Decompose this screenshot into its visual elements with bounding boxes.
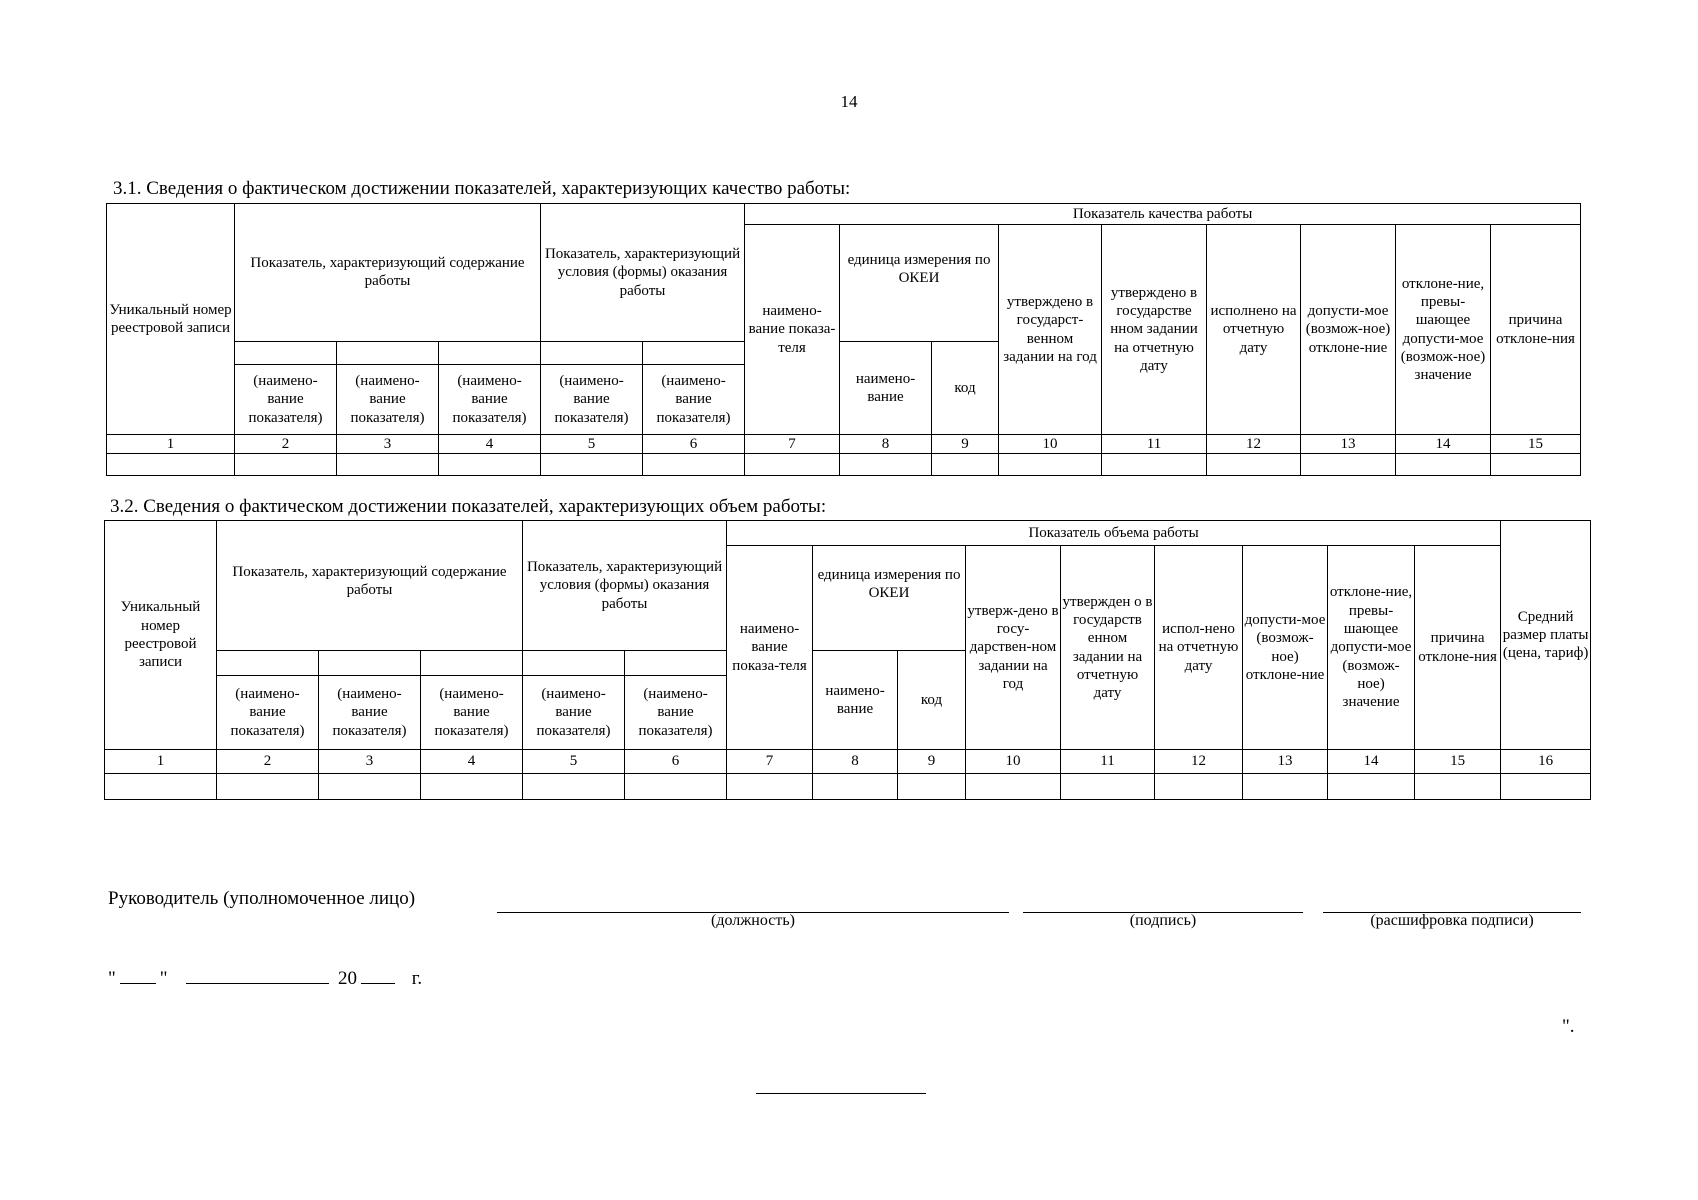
- header-approved-date: утверждено в государстве нном задании на отчетную дату: [1102, 225, 1207, 435]
- header-conditions-indicator: Показатель, характеризующий условия (формы) оказания работы: [523, 521, 727, 651]
- header-volume-group: Показатель объема работы: [727, 521, 1501, 546]
- date-day-blank[interactable]: [120, 965, 156, 984]
- footer-separator: [756, 1093, 926, 1094]
- column-number: 1: [105, 750, 217, 774]
- subheader-indicator-name: (наимено-вание показателя): [319, 676, 421, 750]
- header-executed: испол-нено на отчетную дату: [1155, 546, 1243, 750]
- column-number: 12: [1155, 750, 1243, 774]
- column-numbers-row: [105, 750, 1591, 774]
- quality-indicators-table: [106, 203, 1581, 476]
- subheader-indicator-name: (наимено-вание показателя): [625, 676, 727, 750]
- column-number: 14: [1396, 435, 1491, 454]
- subheader-indicator-name: (наимено-вание показателя): [643, 365, 745, 435]
- position-caption: (должность): [711, 912, 795, 929]
- data-cell[interactable]: [337, 454, 439, 476]
- subheader-indicator-name: (наимено-вание показателя): [217, 676, 319, 750]
- data-cell[interactable]: [439, 454, 541, 476]
- column-number: 6: [625, 750, 727, 774]
- column-number: 3: [319, 750, 421, 774]
- data-cell[interactable]: [625, 774, 727, 800]
- data-cell[interactable]: [1501, 774, 1591, 800]
- date-year-prefix: 20: [338, 968, 358, 989]
- volume-indicators-table: [104, 520, 1591, 800]
- header-average-fee: Средний размер платы (цена, тариф): [1501, 521, 1591, 750]
- column-number: 8: [813, 750, 898, 774]
- column-number: 9: [898, 750, 966, 774]
- date-quote-close: ": [159, 968, 168, 989]
- data-cell[interactable]: [235, 454, 337, 476]
- column-number: 5: [541, 435, 643, 454]
- column-number: 7: [727, 750, 813, 774]
- data-cell[interactable]: [1061, 774, 1155, 800]
- column-number: 6: [643, 435, 745, 454]
- subheader-blank: [523, 651, 625, 676]
- header-indicator-name: наимено-вание показа-теля: [727, 546, 813, 750]
- column-number: 8: [840, 435, 932, 454]
- header-unique-record: Уникальный номер реестровой записи: [107, 204, 235, 435]
- data-cell[interactable]: [421, 774, 523, 800]
- head-signature-label: Руководитель (уполномоченное лицо): [108, 888, 416, 909]
- column-number: 13: [1301, 435, 1396, 454]
- subheader-indicator-name: (наимено-вание показателя): [523, 676, 625, 750]
- data-cell[interactable]: [966, 774, 1061, 800]
- header-indicator-name: наимено-вание показа-теля: [745, 225, 840, 435]
- subheader-indicator-name: (наимено-вание показателя): [541, 365, 643, 435]
- column-number: 16: [1501, 750, 1591, 774]
- data-cell[interactable]: [898, 774, 966, 800]
- data-cell[interactable]: [1491, 454, 1581, 476]
- header-allowed-deviation: допусти-мое (возмож-ное) отклоне-ние: [1301, 225, 1396, 435]
- header-unit-name: наимено-вание: [840, 342, 932, 435]
- header-approved-year: утверж-дено в госу-дарствен-ном задании на год: [966, 546, 1061, 750]
- data-cell[interactable]: [523, 774, 625, 800]
- column-number: 14: [1328, 750, 1415, 774]
- header-quality-group: Показатель качества работы: [745, 204, 1581, 225]
- column-number: 7: [745, 435, 840, 454]
- column-number: 3: [337, 435, 439, 454]
- data-cell[interactable]: [643, 454, 745, 476]
- closing-quote: ".: [1562, 1016, 1575, 1037]
- section-3-1-title: 3.1. Сведения о фактическом достижении показателей, характеризующих качество работы:: [113, 178, 851, 199]
- header-executed: исполнено на отчетную дату: [1207, 225, 1301, 435]
- column-number: 15: [1415, 750, 1501, 774]
- data-cell[interactable]: [107, 454, 235, 476]
- subheader-blank: [439, 342, 541, 365]
- header-approved-date: утвержден о в государств енном задании на отчетную дату: [1061, 546, 1155, 750]
- subheader-blank: [421, 651, 523, 676]
- header-unit: единица измерения по ОКЕИ: [840, 225, 999, 342]
- header-content-indicator: Показатель, характеризующий содержание работы: [235, 204, 541, 342]
- data-cell[interactable]: [727, 774, 813, 800]
- data-cell[interactable]: [1102, 454, 1207, 476]
- data-cell[interactable]: [840, 454, 932, 476]
- column-number: 12: [1207, 435, 1301, 454]
- signature-caption: (подпись): [1129, 912, 1197, 929]
- data-cell[interactable]: [1155, 774, 1243, 800]
- data-cell[interactable]: [1243, 774, 1328, 800]
- data-cell[interactable]: [932, 454, 999, 476]
- table-row: [107, 454, 1581, 476]
- date-year-suffix: г.: [411, 968, 423, 989]
- subheader-blank: [541, 342, 643, 365]
- data-cell[interactable]: [999, 454, 1102, 476]
- signature-decoding-caption: (расшифровка подписи): [1370, 912, 1534, 929]
- subheader-blank: [217, 651, 319, 676]
- header-unit: единица измерения по ОКЕИ: [813, 546, 966, 651]
- subheader-blank: [643, 342, 745, 365]
- page-number: 14: [840, 92, 858, 111]
- header-unique-record: Уникальный номер реестровой записи: [105, 521, 217, 750]
- header-exceeding-deviation: отклоне-ние, превы-шающее допусти-мое (возмож-ное) значение: [1328, 546, 1415, 750]
- subheader-indicator-name: (наимено-вание показателя): [439, 365, 541, 435]
- subheader-blank: [319, 651, 421, 676]
- column-number: 4: [439, 435, 541, 454]
- subheader-blank: [337, 342, 439, 365]
- column-number: 4: [421, 750, 523, 774]
- date-month-blank[interactable]: [186, 965, 329, 984]
- header-deviation-reason: причина отклоне-ния: [1491, 225, 1581, 435]
- column-number: 15: [1491, 435, 1581, 454]
- header-deviation-reason: причина отклоне-ния: [1415, 546, 1501, 750]
- date-line: [108, 965, 422, 990]
- data-cell[interactable]: [1207, 454, 1301, 476]
- data-cell[interactable]: [105, 774, 217, 800]
- date-year-blank[interactable]: [361, 965, 395, 984]
- column-number: 11: [1102, 435, 1207, 454]
- date-quote-open: ": [108, 968, 116, 989]
- header-exceeding-deviation: отклоне-ние, превы-шающее допусти-мое (возмож-ное) значение: [1396, 225, 1491, 435]
- subheader-indicator-name: (наимено-вание показателя): [337, 365, 439, 435]
- header-unit-code: код: [932, 342, 999, 435]
- data-cell[interactable]: [1396, 454, 1491, 476]
- data-cell[interactable]: [745, 454, 840, 476]
- subheader-blank: [625, 651, 727, 676]
- column-number: 2: [217, 750, 319, 774]
- column-number: 10: [999, 435, 1102, 454]
- section-3-2-title: 3.2. Сведения о фактическом достижении показателей, характеризующих объем работы:: [110, 496, 827, 517]
- header-unit-code: код: [898, 651, 966, 750]
- data-cell[interactable]: [813, 774, 898, 800]
- header-unit-name: наимено-вание: [813, 651, 898, 750]
- data-cell[interactable]: [541, 454, 643, 476]
- header-approved-year: утверждено в государст-венном задании на год: [999, 225, 1102, 435]
- column-number: 11: [1061, 750, 1155, 774]
- column-number: 5: [523, 750, 625, 774]
- column-number: 2: [235, 435, 337, 454]
- column-numbers-row: [107, 435, 1581, 454]
- data-cell[interactable]: [319, 774, 421, 800]
- header-allowed-deviation: допусти-мое (возмож-ное) отклоне-ние: [1243, 546, 1328, 750]
- data-cell[interactable]: [1328, 774, 1415, 800]
- subheader-blank: [235, 342, 337, 365]
- table-row: [105, 774, 1591, 800]
- column-number: 9: [932, 435, 999, 454]
- subheader-indicator-name: (наимено-вание показателя): [235, 365, 337, 435]
- data-cell[interactable]: [217, 774, 319, 800]
- header-content-indicator: Показатель, характеризующий содержание работы: [217, 521, 523, 651]
- column-number: 1: [107, 435, 235, 454]
- header-conditions-indicator: Показатель, характеризующий условия (формы) оказания работы: [541, 204, 745, 342]
- column-number: 10: [966, 750, 1061, 774]
- subheader-indicator-name: (наимено-вание показателя): [421, 676, 523, 750]
- column-number: 13: [1243, 750, 1328, 774]
- data-cell[interactable]: [1415, 774, 1501, 800]
- data-cell[interactable]: [1301, 454, 1396, 476]
